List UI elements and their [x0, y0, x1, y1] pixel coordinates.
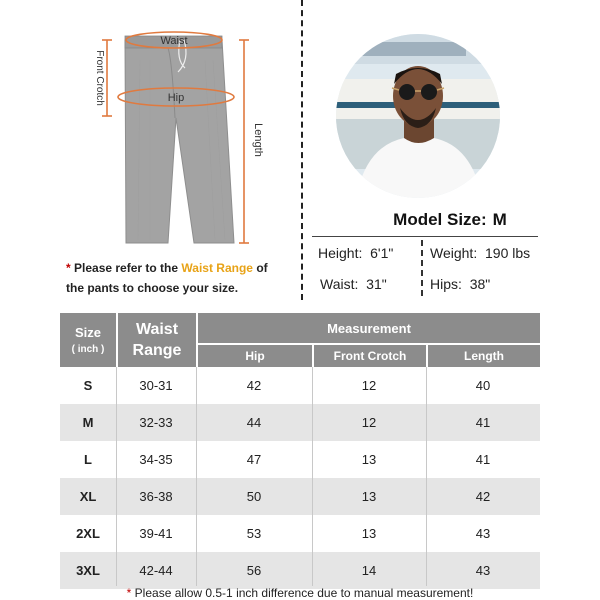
hip-cell: 50 — [246, 489, 262, 504]
pants-diagram — [0, 0, 300, 250]
front-crotch-cell: 13 — [361, 452, 377, 467]
column-separator — [116, 367, 117, 586]
model-weight: Weight: 190 lbs — [430, 245, 531, 261]
size-cell: L — [84, 452, 92, 467]
model-waist: Waist: 31" — [320, 276, 387, 292]
table-row — [60, 404, 540, 441]
column-separator — [312, 367, 313, 586]
waist-range-cell: 30-31 — [139, 378, 173, 393]
model-height: Height: 6'1" — [318, 245, 394, 261]
size-cell: M — [82, 415, 94, 430]
table-row — [60, 552, 540, 589]
waist-range-note: * Please refer to the Waist Range of the pants to choose your size. — [66, 261, 268, 295]
front-crotch-cell: 14 — [361, 563, 377, 578]
length-cell: 43 — [475, 563, 491, 578]
length-column-header: Length — [428, 345, 540, 367]
waist-label: Waist — [160, 35, 188, 47]
hip-cell: 56 — [246, 563, 262, 578]
waist-range-cell: 34-35 — [139, 452, 173, 467]
model-hips: Hips: 38" — [430, 276, 491, 292]
size-cell: S — [83, 378, 93, 393]
front-crotch-cell: 12 — [361, 378, 377, 393]
length-cell: 42 — [475, 489, 491, 504]
model-info-column-divider — [421, 240, 423, 296]
model-photo — [336, 34, 500, 198]
size-cell: 2XL — [76, 526, 100, 541]
length-cell: 43 — [475, 526, 491, 541]
section-divider — [301, 0, 303, 300]
model-info-divider — [312, 236, 538, 237]
front-crotch-column-header: Front Crotch — [314, 345, 426, 367]
hip-cell: 47 — [246, 452, 262, 467]
model-size-title — [300, 210, 600, 230]
front-crotch-cell: 12 — [361, 415, 377, 430]
waist-range-cell: 36-38 — [139, 489, 173, 504]
waist-range-header: Waist Range — [118, 313, 196, 367]
waist-range-cell: 42-44 — [139, 563, 173, 578]
hip-cell: 53 — [246, 526, 262, 541]
column-separator — [426, 367, 427, 586]
table-row — [60, 478, 540, 515]
length-cell: 41 — [475, 452, 491, 467]
length-cell: 41 — [475, 415, 491, 430]
length-cell: 40 — [475, 378, 491, 393]
length-label: Length — [252, 123, 264, 157]
size-cell: XL — [79, 489, 97, 504]
hip-column-header: Hip — [198, 345, 312, 367]
hip-cell: 42 — [246, 378, 262, 393]
table-row — [60, 515, 540, 552]
waist-range-cell: 32-33 — [139, 415, 173, 430]
waist-range-cell: 39-41 — [139, 526, 173, 541]
front-crotch-cell: 13 — [361, 526, 377, 541]
waist-range-highlight: Waist Range — [181, 261, 253, 275]
front-crotch-label: Front Crotch — [94, 50, 105, 106]
table-row — [60, 441, 540, 478]
model-size-value: M — [492, 210, 507, 229]
measurement-disclaimer: * Please allow 0.5-1 inch difference due to manual measurement! — [126, 586, 474, 600]
hip-label: Hip — [167, 92, 185, 104]
size-cell: 3XL — [76, 563, 100, 578]
table-row — [60, 367, 540, 404]
measurement-header: Measurement — [198, 313, 540, 343]
model-size-label: Model Size: — [393, 210, 487, 229]
column-separator — [196, 367, 197, 586]
size-header: Size ( inch ) — [60, 313, 116, 367]
front-crotch-cell: 13 — [361, 489, 377, 504]
hip-cell: 44 — [246, 415, 262, 430]
size-table — [60, 313, 540, 586]
